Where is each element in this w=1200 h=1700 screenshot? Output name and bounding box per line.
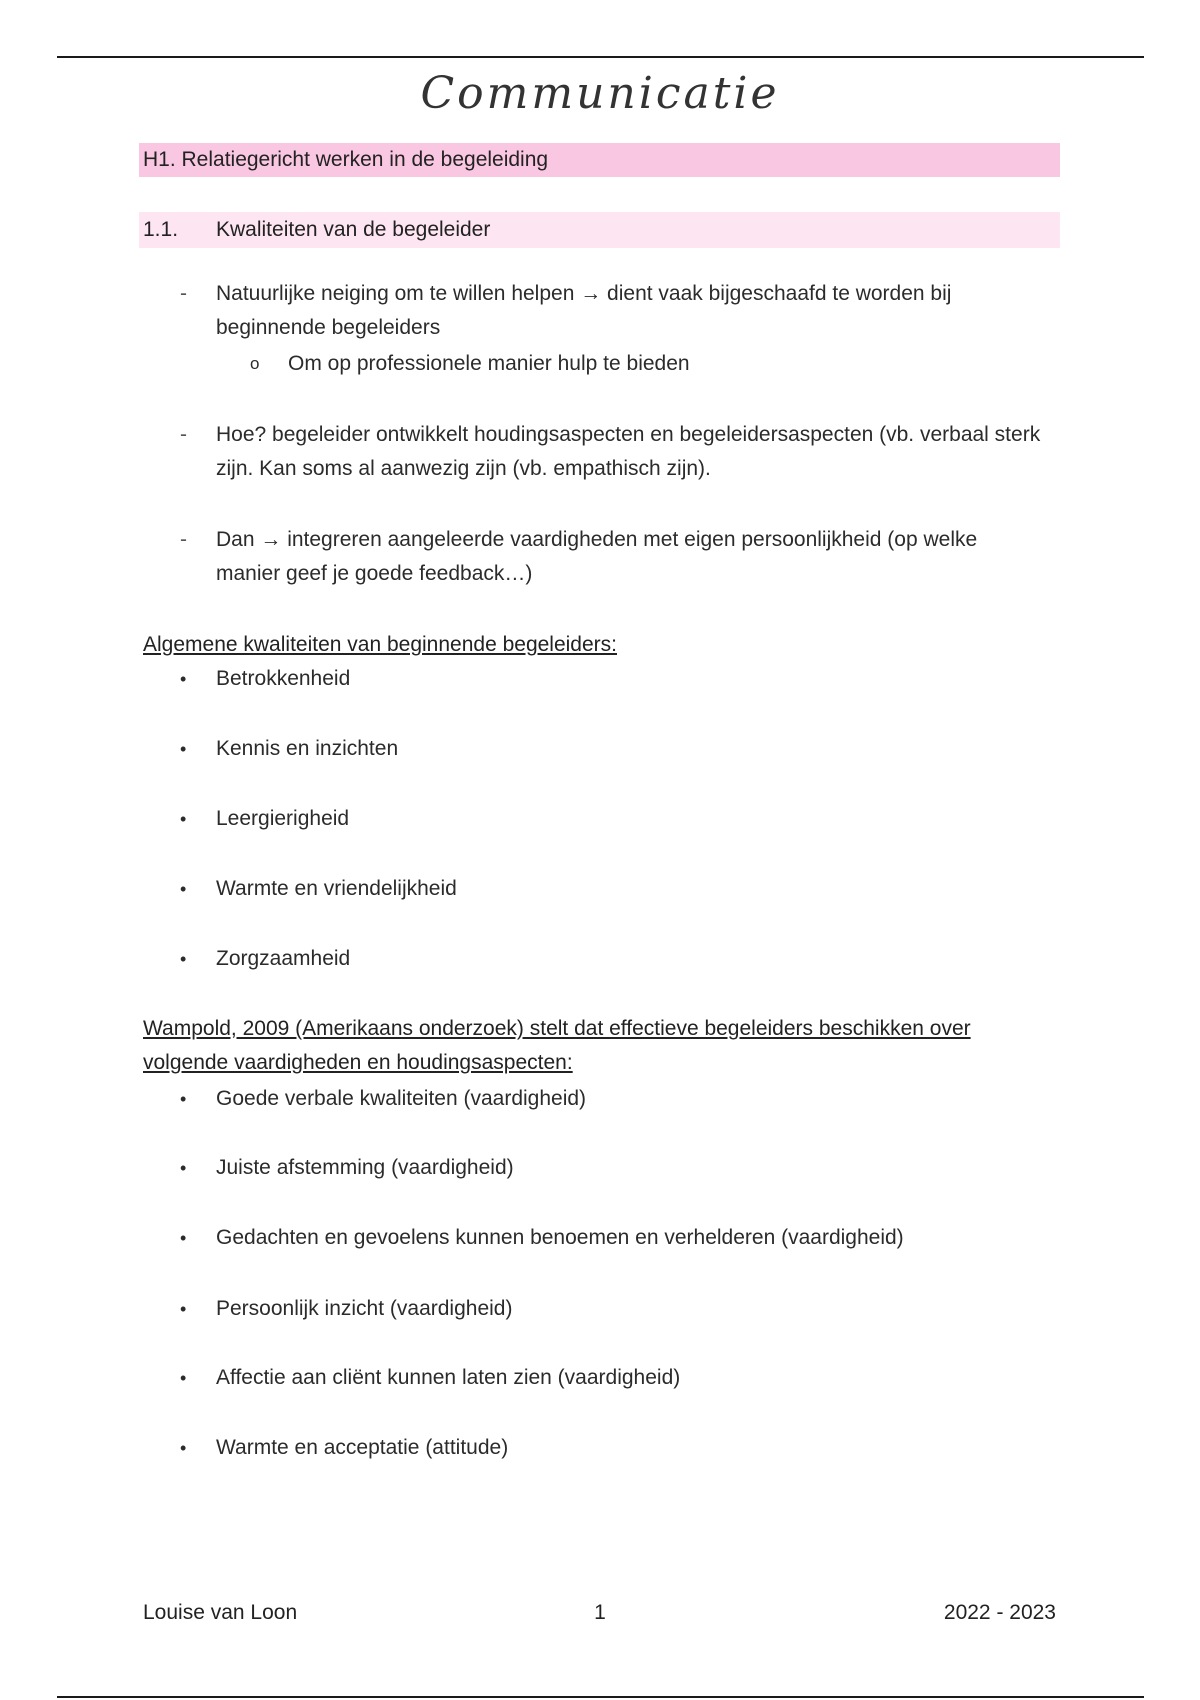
bullet-marker: • [180,1299,187,1319]
bullet-marker: • [180,739,187,759]
bullet-item-text: Leergierigheid [216,807,350,830]
list-heading-general-qualities: Algemene kwaliteiten van beginnende begeleiders: [143,633,617,656]
bottom-rule [57,1696,1144,1698]
bullet-marker: • [180,1438,187,1458]
dash-item-text: Dan → integreren aangeleerde vaardigheden met eigen persoonlijkheid (op welke manier geef je goede feedback…) [216,528,978,585]
section-number: 1.1. [143,218,179,241]
bullet-item-text: Betrokkenheid [216,667,351,690]
bullet-item-text: Warmte en acceptatie (attitude) [216,1436,509,1459]
bullet-marker: • [180,1228,187,1248]
dash-marker: - [180,282,187,305]
bullet-marker: • [180,1089,187,1109]
bullet-marker: • [180,879,187,899]
bullet-item-text: Kennis en inzichten [216,737,399,760]
bullet-item-text: Juiste afstemming (vaardigheid) [216,1156,514,1179]
bullet-marker: • [180,949,187,969]
dash-marker: - [180,423,187,446]
bullet-item-text: Gedachten en gevoelens kunnen benoemen en verhelderen (vaardigheid) [216,1226,904,1249]
list-heading-wampold: Wampold, 2009 (Amerikaans onderzoek) stelt dat effectieve begeleiders beschikken over volgende vaardigheden en houdingsaspecten: [143,1017,971,1074]
footer-year: 2022 - 2023 [943,1601,1056,1624]
bullet-marker: • [180,1158,187,1178]
document-title: Communicatie [420,68,780,119]
footer-page-number: 1 [594,1601,606,1624]
dash-item-text: Hoe? begeleider ontwikkelt houdingsaspecten en begeleidersaspecten (vb. verbaal sterk zijn. Kan soms al aanwezig zijn (vb. empathisch zijn). [216,423,1041,480]
bullet-item-text: Affectie aan cliënt kunnen laten zien (vaardigheid) [216,1366,681,1389]
bullet-marker: • [180,1368,187,1388]
section-title: Kwaliteiten van de begeleider [216,218,491,241]
top-rule [57,56,1144,58]
footer-author: Louise van Loon [143,1601,298,1624]
dash-marker: - [180,528,187,551]
sub-list-item-text: Om op professionele manier hulp te bieden [288,352,690,375]
bullet-item-text: Goede verbale kwaliteiten (vaardigheid) [216,1087,587,1110]
bullet-marker: • [180,809,187,829]
dash-item-text: Natuurlijke neiging om te willen helpen → dient vaak bijgeschaafd te worden bij beginnende begeleiders [216,282,952,339]
bullet-item-text: Persoonlijk inzicht (vaardigheid) [216,1297,513,1320]
bullet-item-text: Warmte en vriendelijkheid [216,877,457,900]
circle-bullet-marker: o [250,354,260,373]
bullet-item-text: Zorgzaamheid [216,947,351,970]
bullet-marker: • [180,669,187,689]
chapter-heading: H1. Relatiegericht werken in de begeleiding [139,143,1060,177]
section-heading [139,212,1060,248]
